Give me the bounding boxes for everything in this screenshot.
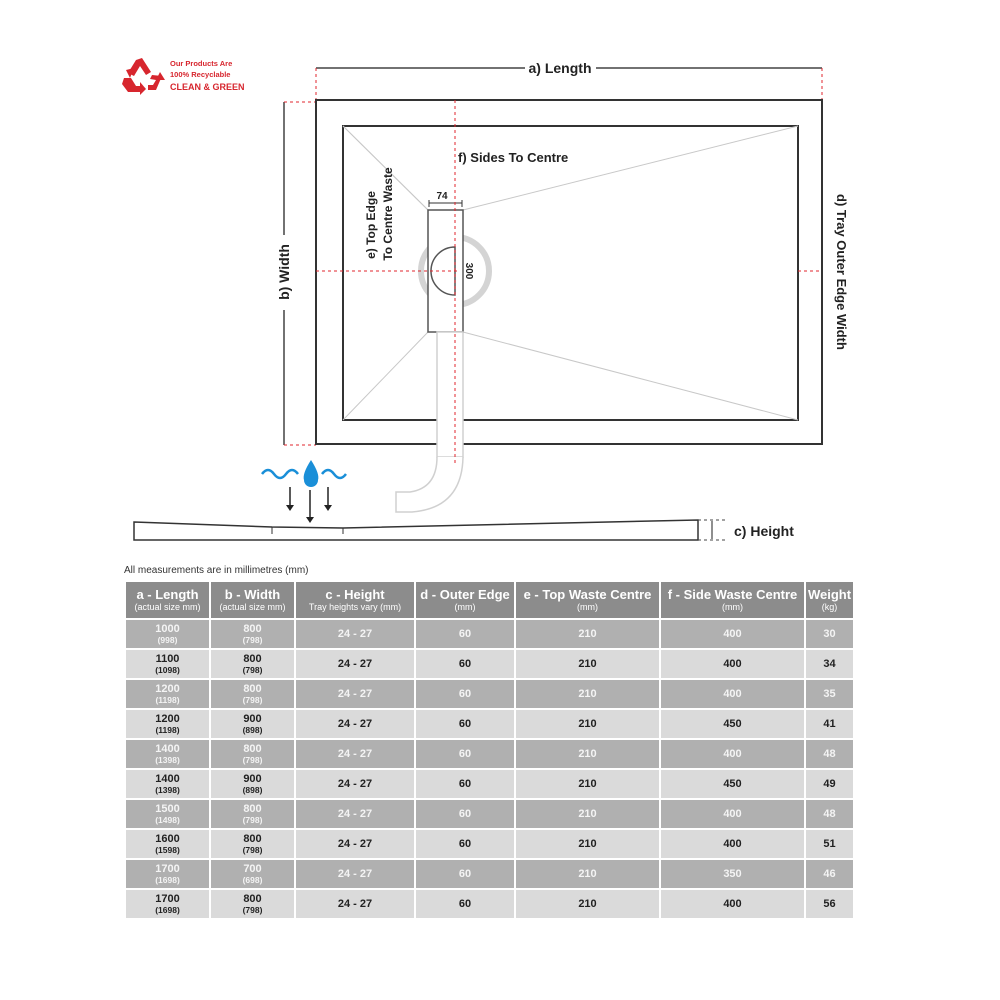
cell-outer-edge: 60 (415, 859, 515, 889)
length-label: a) Length (528, 60, 592, 76)
cell-length: 1100 (1098) (125, 649, 210, 679)
cell-top-waste: 210 (515, 889, 660, 919)
cell-side-waste: 450 (660, 709, 805, 739)
cell-side-waste: 400 (660, 739, 805, 769)
outer-edge-label: d) Tray Outer Edge Width (834, 194, 849, 350)
cell-height: 24 - 27 (295, 619, 415, 649)
top-edge-label-2: To Centre Waste (381, 167, 395, 261)
cell-height: 24 - 27 (295, 889, 415, 919)
cell-outer-edge: 60 (415, 619, 515, 649)
cell-side-waste: 400 (660, 649, 805, 679)
tray-plan (316, 100, 822, 444)
cell-length: 1200 (1198) (125, 709, 210, 739)
cell-weight: 34 (805, 649, 854, 679)
waste-width-label: 74 (436, 191, 448, 202)
cell-weight: 35 (805, 679, 854, 709)
water-drain-icon (262, 460, 346, 523)
cell-weight: 48 (805, 739, 854, 769)
cell-width: 800 (798) (210, 889, 295, 919)
table-row (125, 679, 854, 709)
cell-side-waste: 400 (660, 829, 805, 859)
cell-weight: 49 (805, 769, 854, 799)
cell-height: 24 - 27 (295, 769, 415, 799)
header-weight: Weight (kg) (805, 581, 854, 619)
table-row (125, 709, 854, 739)
cell-length: 1700 (1698) (125, 859, 210, 889)
header-outer-edge: d - Outer Edge (mm) (415, 581, 515, 619)
table-row (125, 859, 854, 889)
cell-width: 800 (798) (210, 739, 295, 769)
cell-side-waste: 350 (660, 859, 805, 889)
width-label: b) Width (276, 244, 292, 300)
cell-top-waste: 210 (515, 709, 660, 739)
cell-side-waste: 400 (660, 679, 805, 709)
table-row (125, 619, 854, 649)
cell-top-waste: 210 (515, 769, 660, 799)
table-row (125, 649, 854, 679)
width-dimension (276, 102, 316, 445)
cell-length: 1400 (1398) (125, 769, 210, 799)
cell-side-waste: 400 (660, 889, 805, 919)
cell-width: 800 (798) (210, 799, 295, 829)
cell-weight: 51 (805, 829, 854, 859)
cell-side-waste: 400 (660, 799, 805, 829)
waste-length-label: 300 (463, 262, 474, 280)
recycle-badge (122, 58, 245, 95)
table-row (125, 799, 854, 829)
cell-top-waste: 210 (515, 859, 660, 889)
measurement-note: All measurements are in millimetres (mm) (124, 565, 309, 576)
cell-length: 1000 (998) (125, 619, 210, 649)
top-edge-label-1: e) Top Edge (364, 191, 378, 259)
cell-length: 1400 (1398) (125, 739, 210, 769)
cell-top-waste: 210 (515, 799, 660, 829)
cell-outer-edge: 60 (415, 739, 515, 769)
cell-width: 800 (798) (210, 679, 295, 709)
cell-weight: 56 (805, 889, 854, 919)
recycle-icon (122, 58, 165, 95)
size-spec-table (124, 580, 855, 920)
cell-weight: 30 (805, 619, 854, 649)
cell-top-waste: 210 (515, 649, 660, 679)
table-row (125, 889, 854, 919)
cell-top-waste: 210 (515, 619, 660, 649)
table-row (125, 829, 854, 859)
table-header-row (125, 581, 854, 619)
cell-outer-edge: 60 (415, 889, 515, 919)
badge-line2: 100% Recyclable (170, 70, 231, 79)
cell-height: 24 - 27 (295, 799, 415, 829)
cell-outer-edge: 60 (415, 799, 515, 829)
cell-outer-edge: 60 (415, 769, 515, 799)
cell-top-waste: 210 (515, 679, 660, 709)
header-side-waste: f - Side Waste Centre (mm) (660, 581, 805, 619)
table-row (125, 769, 854, 799)
badge-line3: CLEAN & GREEN (170, 82, 245, 92)
cell-outer-edge: 60 (415, 709, 515, 739)
cell-weight: 41 (805, 709, 854, 739)
cell-height: 24 - 27 (295, 859, 415, 889)
cell-height: 24 - 27 (295, 829, 415, 859)
cell-outer-edge: 60 (415, 679, 515, 709)
cell-length: 1600 (1598) (125, 829, 210, 859)
table-row (125, 739, 854, 769)
cell-length: 1500 (1498) (125, 799, 210, 829)
cell-width: 700 (698) (210, 859, 295, 889)
cell-weight: 46 (805, 859, 854, 889)
cell-width: 800 (798) (210, 829, 295, 859)
cell-length: 1700 (1698) (125, 889, 210, 919)
tray-profile (134, 520, 794, 540)
header-top-waste: e - Top Waste Centre (mm) (515, 581, 660, 619)
badge-line1: Our Products Are (170, 59, 233, 68)
sides-to-centre-label: f) Sides To Centre (458, 150, 569, 165)
cell-length: 1200 (1198) (125, 679, 210, 709)
cell-weight: 48 (805, 799, 854, 829)
cell-width: 800 (798) (210, 619, 295, 649)
cell-outer-edge: 60 (415, 829, 515, 859)
cell-width: 900 (898) (210, 709, 295, 739)
height-label: c) Height (734, 523, 794, 539)
cell-width: 900 (898) (210, 769, 295, 799)
cell-outer-edge: 60 (415, 649, 515, 679)
header-width: b - Width (actual size mm) (210, 581, 295, 619)
cell-top-waste: 210 (515, 739, 660, 769)
header-height: c - Height Tray heights vary (mm) (295, 581, 415, 619)
cell-side-waste: 400 (660, 619, 805, 649)
length-dimension (316, 60, 822, 100)
cell-height: 24 - 27 (295, 649, 415, 679)
cell-side-waste: 450 (660, 769, 805, 799)
cell-height: 24 - 27 (295, 709, 415, 739)
cell-width: 800 (798) (210, 649, 295, 679)
cell-top-waste: 210 (515, 829, 660, 859)
cell-height: 24 - 27 (295, 739, 415, 769)
header-length: a - Length (actual size mm) (125, 581, 210, 619)
cell-height: 24 - 27 (295, 679, 415, 709)
